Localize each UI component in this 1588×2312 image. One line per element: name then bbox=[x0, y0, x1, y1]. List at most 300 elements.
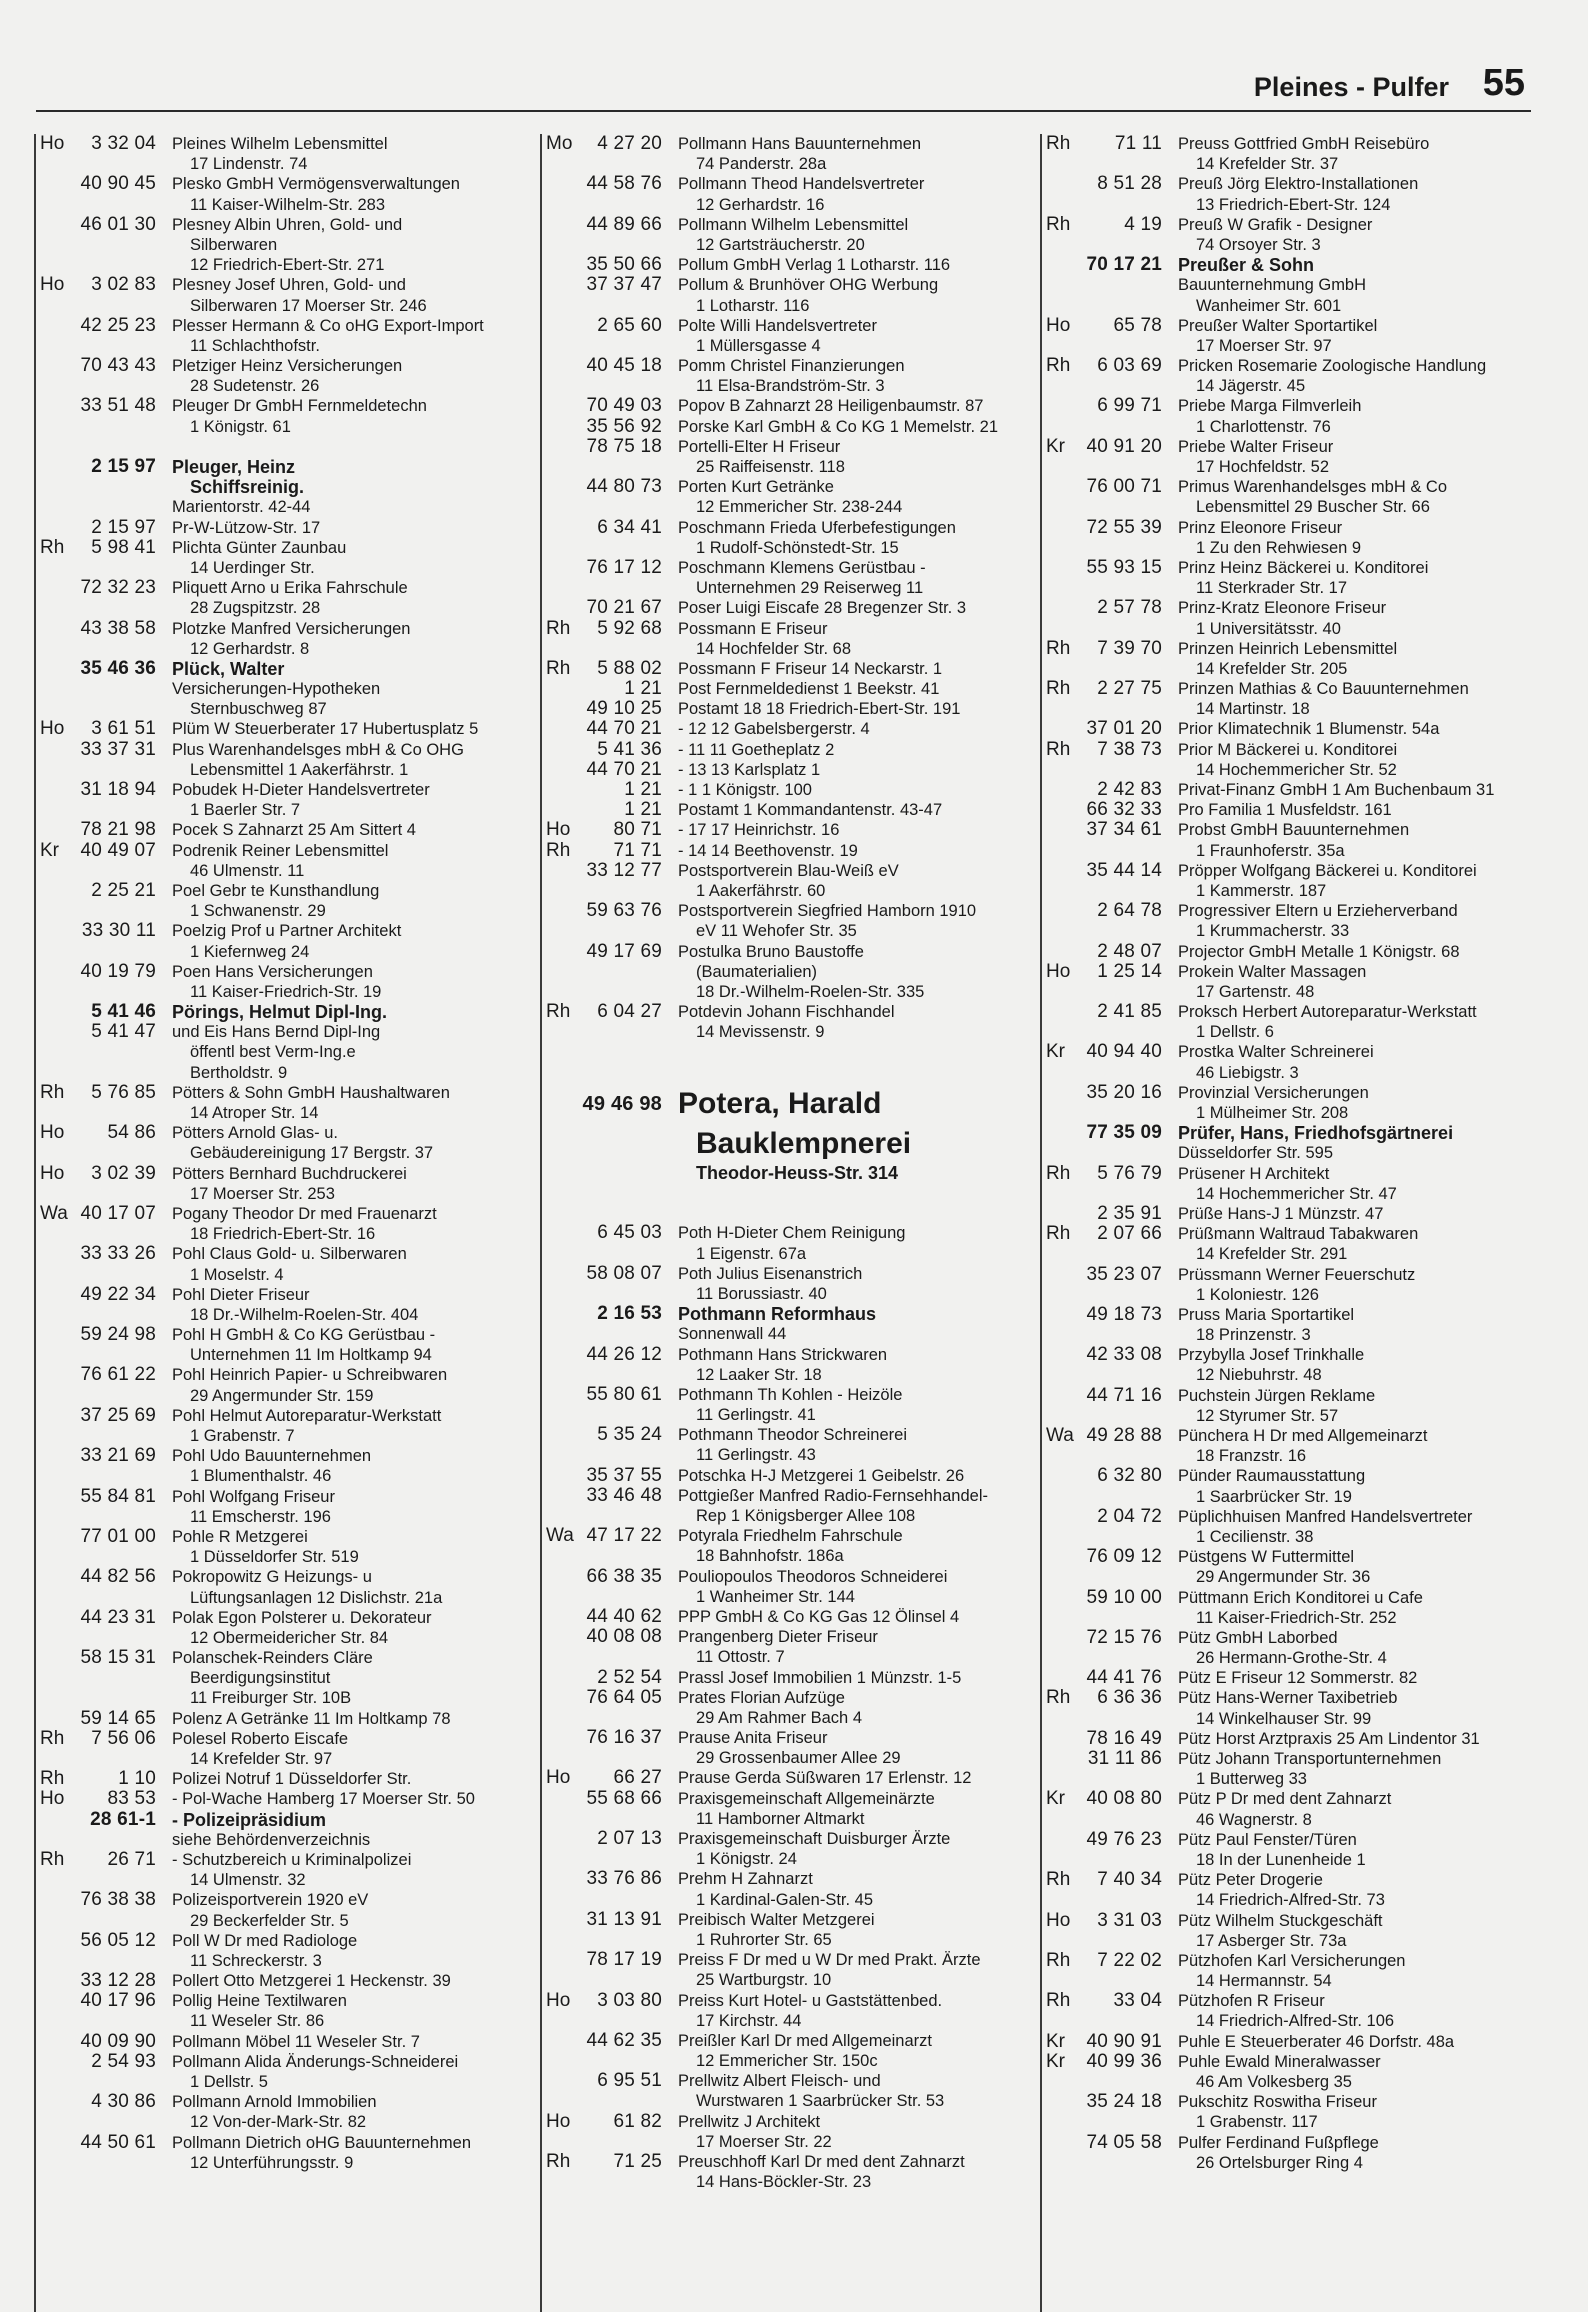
listing-detail: Schiffsreinig. bbox=[190, 477, 305, 498]
listing-detail: 1 Rudolf-Schönstedt-Str. 15 bbox=[696, 538, 899, 557]
phone-number: 70 17 21 bbox=[1086, 254, 1162, 276]
listing-detail: 17 Hochfeldstr. 52 bbox=[1196, 458, 1329, 476]
spacer bbox=[542, 1042, 1042, 1062]
listing-detail: 74 Orsoyer Str. 3 bbox=[1196, 235, 1321, 254]
entry-line bbox=[542, 1223, 1042, 1243]
listing-name: Preußer & Sohn bbox=[1178, 255, 1315, 276]
phone-number: 74 05 58 bbox=[1086, 2131, 1162, 2153]
listing-detail: eV 11 Wehofer Str. 35 bbox=[696, 922, 857, 941]
listing-name: Bauunternehmung GmbH bbox=[1178, 276, 1367, 295]
listing-detail: 11 Kaiser-Friedrich-Str. 19 bbox=[190, 982, 382, 1001]
phone-number: 44 71 16 bbox=[1086, 1384, 1162, 1406]
directory-entry bbox=[542, 437, 1042, 477]
listing-name: Poschmann Frieda Uferbefestigungen bbox=[678, 518, 956, 537]
listing-detail: 14 Winkelhauser Str. 99 bbox=[1196, 1709, 1372, 1728]
listing-name: Puhle Ewald Mineralwasser bbox=[1178, 2052, 1381, 2071]
phone-number: 37 34 61 bbox=[1086, 819, 1162, 841]
listing-name: Preuß W Grafik - Designer bbox=[1178, 215, 1373, 234]
listing-detail: 11 Kaiser-Friedrich-Str. 252 bbox=[1196, 1608, 1397, 1627]
listing-detail: Rep 1 Königsberger Allee 108 bbox=[696, 1507, 916, 1525]
phone-number: 5 92 68 bbox=[597, 617, 662, 639]
listing-detail: 1 Fraunhoferstr. 35a bbox=[1196, 841, 1345, 860]
phone-number: 5 41 47 bbox=[91, 1021, 156, 1043]
phone-number: 44 82 56 bbox=[80, 1566, 156, 1588]
directory-entry bbox=[542, 2152, 1042, 2192]
listing-detail: 11 Gerlingstr. 41 bbox=[696, 1406, 816, 1425]
listing-name: - 12 12 Gabelsbergerstr. 4 bbox=[678, 720, 870, 739]
directory-entry bbox=[36, 518, 536, 538]
listing-name: Pletziger Heinz Versicherungen bbox=[172, 357, 403, 376]
entry-line bbox=[36, 719, 536, 739]
listing-name: - Polizeipräsidium bbox=[172, 1809, 327, 1830]
listing-detail: 13 Friedrich-Ebert-Str. 124 bbox=[1196, 195, 1391, 214]
directory-entry bbox=[36, 1709, 536, 1729]
area-code: Kr bbox=[1046, 2050, 1065, 2072]
phone-number: 2 65 60 bbox=[597, 314, 662, 336]
phone-number: 33 46 48 bbox=[586, 1484, 662, 1506]
listing-name: Prior Klimatechnik 1 Blumenstr. 54a bbox=[1178, 720, 1440, 739]
entry-line bbox=[542, 679, 1042, 699]
listing-name: Pleuger, Heinz bbox=[172, 457, 296, 477]
listing-name: Postamt 18 18 Friedrich-Ebert-Str. 191 bbox=[678, 700, 961, 719]
directory-entry bbox=[36, 134, 536, 174]
entry-line bbox=[36, 659, 536, 679]
phone-number: 55 84 81 bbox=[80, 1485, 156, 1507]
listing-detail: 1 Universitätsstr. 40 bbox=[1196, 619, 1341, 638]
listing-detail: 1 Grabenstr. 117 bbox=[1196, 2113, 1318, 2132]
phone-number: 40 19 79 bbox=[80, 960, 156, 982]
phone-number: 28 61-1 bbox=[90, 1808, 156, 1830]
phone-number: 7 56 06 bbox=[91, 1727, 156, 1749]
phone-number: 6 99 71 bbox=[1097, 395, 1162, 417]
entry-line bbox=[36, 1850, 536, 1870]
directory-entry bbox=[36, 1022, 536, 1083]
phone-number: 6 04 27 bbox=[597, 1001, 662, 1023]
phone-number: 33 12 28 bbox=[80, 1970, 156, 1992]
entry-line bbox=[36, 1083, 536, 1103]
entry-line bbox=[1042, 215, 1542, 235]
phone-number: 44 58 76 bbox=[586, 173, 662, 195]
listing-name: Preuss Gottfried GmbH Reisebüro bbox=[1178, 135, 1430, 153]
listing-detail: 12 Emmericher Str. 150c bbox=[696, 2052, 878, 2071]
area-code: Rh bbox=[40, 1081, 65, 1103]
listing-detail: Bertholdstr. 9 bbox=[190, 1063, 288, 1082]
entry-line bbox=[36, 518, 536, 538]
listing-detail: 1 Dellstr. 6 bbox=[1196, 1023, 1274, 1042]
listing-name: Pollum & Brunhöver OHG Werbung bbox=[678, 276, 939, 295]
directory-entry bbox=[36, 780, 536, 820]
listing-detail: 46 Ulmenstr. 11 bbox=[190, 861, 305, 880]
listing-detail: 18 Bahnhofstr. 186a bbox=[696, 1547, 844, 1566]
phone-number: 40 17 96 bbox=[80, 1990, 156, 2012]
entry-line bbox=[1042, 1911, 1542, 1931]
phone-number: 66 32 33 bbox=[1086, 799, 1162, 821]
directory-entry bbox=[1042, 942, 1542, 962]
listing-name: Pothmann Theodor Schreinerei bbox=[678, 1426, 908, 1445]
phone-number: 1 25 14 bbox=[1097, 960, 1162, 982]
listing-name: Potdevin Johann Fischhandel bbox=[678, 1003, 895, 1022]
entry-line bbox=[542, 1768, 1042, 1788]
entry-line bbox=[542, 719, 1042, 739]
directory-column-2 bbox=[540, 134, 1042, 2312]
directory-entry bbox=[36, 457, 536, 497]
phone-number: 35 46 36 bbox=[80, 657, 156, 679]
listing-name: Pröpper Wolfgang Bäckerei u. Konditorei bbox=[1178, 861, 1477, 880]
listing-name: Plesney Josef Uhren, Gold- und bbox=[172, 276, 406, 295]
entry-line bbox=[542, 477, 1042, 497]
directory-entry bbox=[1042, 1911, 1542, 1951]
listing-detail: 14 Martinstr. 18 bbox=[1196, 700, 1310, 719]
listing-name: Possmann E Friseur bbox=[678, 619, 828, 638]
directory-entry bbox=[542, 1950, 1042, 1990]
directory-entry bbox=[1042, 477, 1542, 517]
area-code: Rh bbox=[546, 617, 571, 639]
phone-number: 40 99 36 bbox=[1086, 2050, 1162, 2072]
phone-number: 33 33 26 bbox=[80, 1243, 156, 1265]
listing-detail: 18 Dr.-Wilhelm-Roelen-Str. 404 bbox=[190, 1305, 419, 1324]
directory-entry bbox=[36, 619, 536, 659]
directory-entry bbox=[1042, 518, 1542, 558]
entry-line bbox=[36, 1365, 536, 1385]
directory-entry bbox=[542, 1688, 1042, 1728]
entry-line bbox=[36, 1527, 536, 1547]
listing-detail: 12 Unterführungsstr. 9 bbox=[190, 2153, 354, 2172]
entry-line bbox=[36, 1709, 536, 1729]
phone-number: 3 61 51 bbox=[91, 718, 156, 740]
entry-line bbox=[542, 1324, 1042, 1344]
listing-detail: 11 Ottostr. 7 bbox=[696, 1648, 785, 1667]
directory-entry bbox=[1042, 1466, 1542, 1506]
area-code: Kr bbox=[1046, 435, 1065, 457]
directory-entry bbox=[542, 255, 1042, 275]
directory-entry bbox=[1042, 1265, 1542, 1305]
entry-line bbox=[1042, 1426, 1542, 1446]
directory-entry bbox=[36, 1971, 536, 1991]
listing-name: Praxisgemeinschaft Duisburger Ärzte bbox=[678, 1830, 951, 1848]
phone-number: 6 95 51 bbox=[597, 2070, 662, 2092]
listing-detail: 11 Schreckerstr. 3 bbox=[190, 1951, 322, 1970]
listing-name: Versicherungen-Hypotheken bbox=[172, 680, 381, 699]
phone-number: 44 89 66 bbox=[586, 213, 662, 235]
entry-line bbox=[36, 1567, 536, 1587]
listing-detail: 11 Emscherstr. 196 bbox=[190, 1507, 331, 1526]
phone-number: 7 39 70 bbox=[1097, 637, 1162, 659]
listing-name: Plesser Hermann & Co oHG Export-Import bbox=[172, 316, 484, 335]
entry-line bbox=[1042, 174, 1542, 194]
listing-name: Prüße Hans-J 1 Münzstr. 47 bbox=[1178, 1204, 1384, 1223]
area-code: Rh bbox=[1046, 1162, 1071, 1184]
listing-name: Pützhofen R Friseur bbox=[1178, 1992, 1325, 2011]
phone-number: 35 24 18 bbox=[1086, 2091, 1162, 2113]
listing-detail: 1 Aakerfährstr. 60 bbox=[696, 881, 826, 900]
area-code: Rh bbox=[40, 536, 65, 558]
directory-entry bbox=[1042, 558, 1542, 598]
directory-entry bbox=[36, 841, 536, 881]
directory-entry bbox=[542, 1345, 1042, 1385]
directory-entry bbox=[1042, 598, 1542, 638]
listing-detail: 18 In der Lunenheide 1 bbox=[1196, 1850, 1366, 1869]
entry-line bbox=[1042, 1265, 1542, 1285]
listing-detail: 1 Kiefernweg 24 bbox=[190, 942, 310, 961]
directory-entry bbox=[1042, 134, 1542, 174]
directory-entry bbox=[1042, 1870, 1542, 1910]
listing-name: Polesel Roberto Eiscafe bbox=[172, 1729, 349, 1748]
entry-line bbox=[542, 1950, 1042, 1970]
area-code: Rh bbox=[1046, 1869, 1071, 1891]
phone-number: 59 63 76 bbox=[586, 900, 662, 922]
directory-entry bbox=[542, 134, 1042, 174]
listing-name: Düsseldorfer Str. 595 bbox=[1178, 1144, 1333, 1163]
listing-name: Püttmann Erich Konditorei u Cafe bbox=[1178, 1588, 1423, 1607]
entry-line bbox=[1042, 2052, 1542, 2072]
phone-number: 44 26 12 bbox=[586, 1343, 662, 1365]
area-code: Rh bbox=[40, 1768, 65, 1790]
directory-entry bbox=[36, 820, 536, 840]
listing-detail: 1 Saarbrücker Str. 19 bbox=[1196, 1487, 1352, 1506]
area-code: Ho bbox=[40, 718, 65, 740]
phone-number: 44 70 21 bbox=[586, 718, 662, 740]
phone-number: 47 17 22 bbox=[586, 1525, 662, 1547]
phone-number: 35 44 14 bbox=[1086, 859, 1162, 881]
area-code: Rh bbox=[546, 2151, 571, 2172]
area-code: Kr bbox=[40, 839, 59, 861]
phone-number: 3 02 83 bbox=[91, 274, 156, 296]
phone-number: 35 50 66 bbox=[586, 254, 662, 276]
listing-detail: 1 Koloniestr. 126 bbox=[1196, 1285, 1319, 1304]
phone-number: 66 38 35 bbox=[586, 1565, 662, 1587]
listing-detail: 1 Cecilienstr. 38 bbox=[1196, 1527, 1314, 1546]
listing-name: Prior M Bäckerei u. Konditorei bbox=[1178, 740, 1398, 759]
listing-detail: 1 Butterweg 33 bbox=[1196, 1770, 1307, 1789]
area-code: Rh bbox=[1046, 678, 1071, 700]
phone-number: 70 49 03 bbox=[586, 395, 662, 417]
listing-detail: 28 Sudetenstr. 26 bbox=[190, 377, 320, 396]
area-code: Ho bbox=[40, 1788, 65, 1810]
listing-detail: 1 Ruhrorter Str. 65 bbox=[696, 1930, 832, 1949]
page-title: Pleines - Pulfer bbox=[1253, 72, 1449, 102]
phone-number: 40 45 18 bbox=[586, 355, 662, 377]
listing-name: Polte Willi Handelsvertreter bbox=[678, 316, 877, 335]
listing-name: Poel Gebr te Kunsthandlung bbox=[172, 881, 380, 900]
phone-number: 4 30 86 bbox=[91, 2091, 156, 2113]
listing-detail: 17 Moerser Str. 253 bbox=[190, 1184, 335, 1203]
directory-entry bbox=[542, 1526, 1042, 1566]
directory-entry bbox=[542, 1789, 1042, 1829]
listing-name: Post Fernmeldedienst 1 Beekstr. 41 bbox=[678, 680, 940, 699]
area-code: Rh bbox=[1046, 355, 1071, 377]
listing-detail: 11 Hamborner Altmarkt bbox=[696, 1809, 865, 1828]
area-code: Rh bbox=[40, 1848, 65, 1870]
listing-name: Pohl Dieter Friseur bbox=[172, 1285, 310, 1304]
listing-name: Marientorstr. 42-44 bbox=[172, 498, 311, 517]
entry-line bbox=[542, 1607, 1042, 1627]
phone-number: 2 52 54 bbox=[597, 1666, 662, 1688]
directory-entry bbox=[1042, 1042, 1542, 1082]
entry-line bbox=[1042, 962, 1542, 982]
phone-number: 2 57 78 bbox=[1097, 597, 1162, 619]
listing-name: Pro Familia 1 Musfeldstr. 161 bbox=[1178, 801, 1392, 820]
directory-entry bbox=[36, 316, 536, 356]
phone-number: 7 38 73 bbox=[1097, 738, 1162, 760]
phone-number: 40 08 80 bbox=[1086, 1788, 1162, 1810]
listing-name: Primus Warenhandelsges mbH & Co bbox=[1178, 478, 1447, 497]
listing-name: Polenz A Getränke 11 Im Holtkamp 78 bbox=[172, 1709, 451, 1728]
entry-line bbox=[1042, 1386, 1542, 1406]
listing-name: Preiss F Dr med u W Dr med Prakt. Ärzte bbox=[678, 1951, 981, 1970]
listing-detail: 14 Krefelder Str. 37 bbox=[1196, 155, 1339, 174]
listing-detail: 46 Am Volkesberg 35 bbox=[1196, 2073, 1352, 2091]
entry-line bbox=[36, 820, 536, 840]
entry-line bbox=[36, 1325, 536, 1345]
entry-line bbox=[36, 1648, 536, 1668]
listing-name: Prokein Walter Massagen bbox=[1178, 962, 1367, 981]
listing-detail: 1 Charlottenstr. 76 bbox=[1196, 417, 1331, 436]
listing-detail: 12 Gerhardstr. 16 bbox=[696, 195, 825, 214]
phone-number: 61 82 bbox=[613, 2110, 662, 2132]
phone-number: 54 86 bbox=[107, 1122, 156, 1144]
area-code: Rh bbox=[40, 1727, 65, 1749]
listing-name: Sonnenwall 44 bbox=[678, 1325, 787, 1344]
entry-line bbox=[36, 457, 536, 477]
page-number: 55 bbox=[1482, 62, 1525, 104]
entry-line bbox=[36, 497, 536, 517]
phone-number: 6 03 69 bbox=[1097, 355, 1162, 377]
phone-number: 26 71 bbox=[107, 1848, 156, 1870]
directory-entry bbox=[36, 1648, 536, 1709]
area-code: Wa bbox=[40, 1202, 68, 1224]
listing-name: Prassl Josef Immobilien 1 Münzstr. 1-5 bbox=[678, 1668, 962, 1687]
phone-number: 44 40 62 bbox=[586, 1605, 662, 1627]
entry-line bbox=[36, 316, 536, 336]
directory-entry bbox=[1042, 901, 1542, 941]
listing-name: Plück, Walter bbox=[172, 658, 285, 679]
listing-detail: Bauklempnerei bbox=[696, 1126, 912, 1160]
phone-number: 3 31 03 bbox=[1097, 1909, 1162, 1931]
directory-entry bbox=[36, 1002, 536, 1022]
listing-name: und Eis Hans Bernd Dipl-Ing bbox=[172, 1023, 381, 1042]
phone-number: 7 40 34 bbox=[1097, 1869, 1162, 1891]
listing-name: Prellwitz J Architekt bbox=[678, 2112, 821, 2131]
listing-name: Prinz Eleonore Friseur bbox=[1178, 518, 1343, 537]
area-code: Ho bbox=[546, 2110, 571, 2132]
directory-entry bbox=[1042, 962, 1542, 1002]
listing-name: Pollmann Hans Bauunternehmen bbox=[678, 135, 922, 153]
listing-detail: 14 Mevissenstr. 9 bbox=[696, 1023, 825, 1042]
phone-number: 76 17 12 bbox=[586, 556, 662, 578]
phone-number: 33 30 11 bbox=[81, 920, 156, 942]
listing-name: - Schutzbereich u Kriminalpolizei bbox=[172, 1850, 412, 1869]
listing-name: Preißler Karl Dr med Allgemeinarzt bbox=[678, 2031, 932, 2050]
listing-name: Poelzig Prof u Partner Architekt bbox=[172, 922, 402, 941]
directory-entry bbox=[36, 2133, 536, 2173]
directory-entry bbox=[1042, 1830, 1542, 1870]
listing-name: Plotzke Manfred Versicherungen bbox=[172, 619, 411, 638]
listing-name: Prangenberg Dieter Friseur bbox=[678, 1628, 878, 1647]
phone-number: 59 10 00 bbox=[1086, 1586, 1162, 1608]
area-code: Ho bbox=[546, 1989, 571, 2011]
entry-line bbox=[542, 659, 1042, 679]
area-code: Kr bbox=[1046, 1041, 1065, 1063]
listing-name: Pobudek H-Dieter Handelsvertreter bbox=[172, 781, 430, 799]
directory-entry bbox=[36, 1204, 536, 1244]
entry-line bbox=[542, 760, 1042, 780]
listing-name: Pütz Hans-Werner Taxibetrieb bbox=[1178, 1689, 1398, 1708]
listing-detail: 1 Zu den Rehwiesen 9 bbox=[1196, 538, 1362, 557]
listing-name: Proksch Herbert Autoreparatur-Werkstatt bbox=[1178, 1003, 1477, 1022]
area-code: Rh bbox=[1046, 1990, 1071, 2012]
entry-line bbox=[1042, 1002, 1542, 1022]
directory-entry bbox=[36, 2032, 536, 2052]
entry-line bbox=[1042, 356, 1542, 376]
entry-line bbox=[542, 1526, 1042, 1546]
phone-number: 44 62 35 bbox=[586, 2029, 662, 2051]
phone-number: 77 35 09 bbox=[1086, 1122, 1162, 1144]
listing-name: - 1 1 Königstr. 100 bbox=[678, 781, 812, 799]
listing-detail: 1 Kardinal-Galen-Str. 45 bbox=[696, 1890, 874, 1909]
listing-detail: 18 Franzstr. 16 bbox=[1196, 1447, 1307, 1466]
entry-line bbox=[36, 578, 536, 598]
directory-entry bbox=[36, 1164, 536, 1204]
directory-entry bbox=[1042, 1426, 1542, 1466]
entry-line bbox=[36, 1002, 536, 1022]
directory-entry bbox=[542, 841, 1042, 861]
directory-entry bbox=[542, 275, 1042, 315]
entry-line bbox=[542, 1567, 1042, 1587]
directory-entry bbox=[542, 1385, 1042, 1425]
entry-line bbox=[542, 780, 1042, 800]
entry-line bbox=[36, 538, 536, 558]
entry-line bbox=[1042, 1164, 1542, 1184]
phone-number: 44 41 76 bbox=[1086, 1667, 1162, 1689]
directory-entry bbox=[36, 396, 536, 436]
phone-number: 35 20 16 bbox=[1086, 1081, 1162, 1103]
directory-entry bbox=[542, 1567, 1042, 1607]
listing-detail: Silberwaren bbox=[190, 235, 278, 254]
entry-line bbox=[36, 679, 536, 699]
listing-name: Prüßmann Waltraud Tabakwaren bbox=[1178, 1225, 1419, 1244]
entry-line bbox=[36, 215, 536, 235]
listing-name: - 13 13 Karlsplatz 1 bbox=[678, 760, 821, 779]
phone-number: 35 37 55 bbox=[586, 1464, 662, 1486]
listing-name: Pothmann Th Kohlen - Heizöle bbox=[678, 1385, 903, 1404]
entry-line bbox=[1042, 134, 1542, 154]
directory-entry bbox=[1042, 215, 1542, 255]
listing-name: Pünder Raumausstattung bbox=[1178, 1467, 1366, 1486]
entry-line bbox=[542, 1385, 1042, 1405]
phone-number: 2 07 66 bbox=[1097, 1223, 1162, 1245]
entry-line bbox=[542, 1425, 1042, 1445]
entry-line bbox=[542, 275, 1042, 295]
directory-entry bbox=[542, 1728, 1042, 1768]
area-code: Ho bbox=[40, 274, 65, 296]
listing-name: Preibisch Walter Metzgerei bbox=[678, 1910, 875, 1929]
entry-line bbox=[36, 1164, 536, 1184]
spacer bbox=[542, 1063, 1042, 1083]
listing-detail: 14 Jägerstr. 45 bbox=[1196, 377, 1306, 396]
entry-line bbox=[542, 316, 1042, 336]
phone-number: 4 27 20 bbox=[597, 133, 662, 154]
listing-detail: 14 Uerdinger Str. bbox=[190, 558, 315, 577]
area-code: Rh bbox=[1046, 1687, 1071, 1709]
listing-name: Pollert Otto Metzgerei 1 Heckenstr. 39 bbox=[172, 1972, 451, 1991]
phone-number: 3 02 39 bbox=[91, 1162, 156, 1184]
phone-number: 72 55 39 bbox=[1086, 516, 1162, 538]
listing-name: Pollmann Theod Handelsvertreter bbox=[678, 175, 925, 194]
entry-line bbox=[542, 619, 1042, 639]
entry-line bbox=[36, 1204, 536, 1224]
phone-number: 76 64 05 bbox=[586, 1686, 662, 1708]
listing-name: Pokropowitz G Heizungs- u bbox=[172, 1568, 372, 1587]
